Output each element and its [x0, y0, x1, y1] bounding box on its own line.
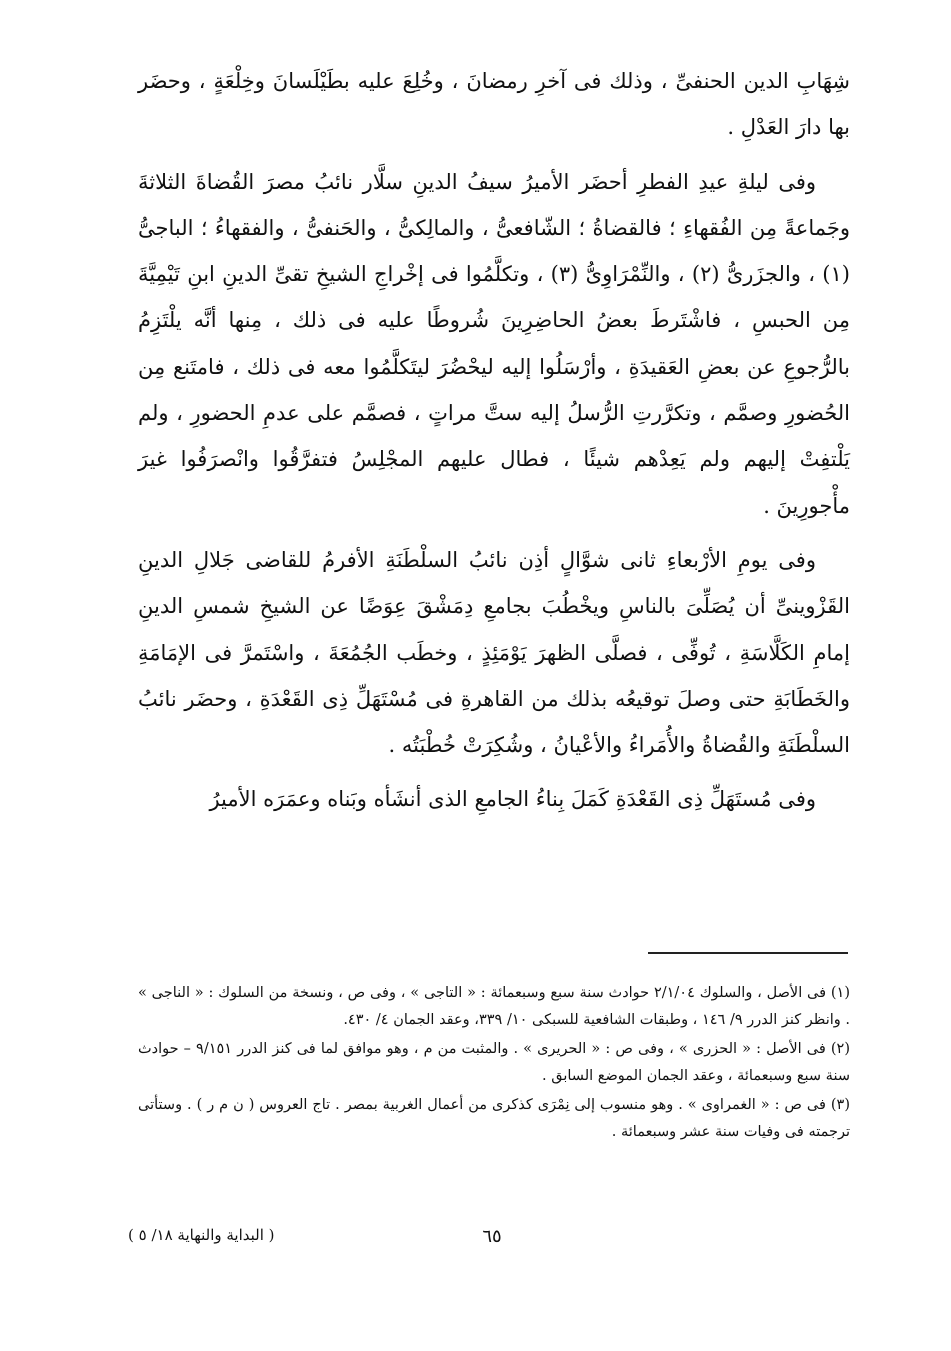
- signature-mark: ( البداية والنهاية ١٨/ ٥ ): [128, 1226, 275, 1244]
- main-text: [138, 58, 850, 831]
- page-number: ٦٥: [482, 1226, 502, 1247]
- paragraph: شِهَابِ الدين الحنفىِّ ، وذلك فى آخرِ رمضانَ ، وخُلِعَ عليه بطَيْلَسانَ وخِلْعَةٍ ، وحضَر بها دارَ العَدْلِ .: [138, 69, 850, 140]
- footnote: (٣) فى ص : « الغمراوى » . وهو منسوب إلى نِمْرَى كذكرى من أعمال الغربية بمصر . تاج العروس ( ن م ر ) . وستأتى ترجمته فى وفيات سنة عشر وسبعمائة .: [138, 1097, 850, 1140]
- paragraph: وفى يومِ الأرْبعاءِ ثانى شوَّالٍ أذِن نائبُ السلْطَنَةِ الأفرمُ للقاضى جَلالِ الدينِ القَزْوينىِّ أن يُصَلِّىَ بالناسِ ويخْطُبَ بجامعِ دِمَشْقَ عِوَضًا عن الشيخِ شمسِ الدينِ إمامِ الكَلَّاسَةِ ، تُوفِّى ، فصلَّى الظهرَ يَوْمَئِذٍ ، وخطَب الجُمُعَةَ ، واسْتَمرَّ فى الإمَامَةِ والخَطَابَةِ حتى وصلَ توقيعُه بذلك من القاهرةِ فى مُسْتَهَلِّ ذِى القَعْدَةِ ، وحضَر نائبُ السلْطَنَةِ والقُضاةُ والأُمَراءُ والأعْيانُ ، وشُكِرَتْ خُطْبَتُه .: [138, 547, 850, 758]
- paragraph: وفى مُستَهَلِّ ذِى القَعْدَةِ كَمَلَ بِناءُ الجامعِ الذى أنشَأه وبَناه وعمَرَه الأميرُ: [209, 787, 816, 812]
- footnote: (١) فى الأصل ، والسلوك ٢/١/٠٤ حوادث سنة سبع وسبعمائة : « التاجى » ، وفى ص ، ونسخة من السلوك : « الناجى » . وانظر كنز الدرر ٩/ ١٤٦ ، وطبقات الشافعية للسبكى ١٠/ ٣٣٩، وعقد الجمان ٤/ ٤٣٠.: [138, 985, 850, 1028]
- page-footer: [0, 1226, 951, 1256]
- footnotes: [138, 980, 850, 1148]
- footnote: (٢) فى الأصل : « الحزرى » ، وفى ص : « الحريرى » . والمثبت من م ، وهو موافق لما فى كنز الدرر ٩/١٥١ – حوادث سنة سبع وسبعمائة ، وعقد الجمان الموضع السابق .: [138, 1041, 851, 1084]
- footnote-separator: [648, 952, 848, 954]
- paragraph: وفى ليلةِ عيدِ الفطرِ أحضَر الأميرُ سيفُ الدينِ سلَّار نائبُ مصرَ القُضاةَ الثلاثةَ وجَماعةً مِن الفُقهاءِ ؛ فالقضاةُ ؛ الشّافعىُّ ، والمالِكىُّ ، والحَنفىُّ ، والفقهاءُ ؛ الباجىُّ (١) ، والجزَرىُّ (٢) ، والنِّمْرَاوِىُّ (٣) ، وتكلَّمُوا فى إخْراجِ الشيخِ تقىِّ الدينِ ابنِ تَيْمِيَّةَ مِن الحبسِ ، فاشْتَرطَ بعضُ الحاضِرِينَ شُروطًا عليه فى ذلك ، مِنها أنَّه يلْتَزِمُ بالرُّجوعِ عن بعضِ العَقيدَةِ ، وأرْسَلُوا إليه ليحْضُرَ ليتَكلَّمُوا معه فى ذلك ، فامتَنع مِن الحُضورِ وصمَّم ، وتكرَّرتِ الرُّسلُ إليه ستَّ مراتٍ ، فصمَّم على عدمِ الحضورِ ، ولم يَلْتفِتْ إليهم ولم يَعِدْهم شيئًا ، فطال عليهم المجْلِسُ فتفرَّقُوا وانْصرَفُوا غيرَ مأْجورِينَ .: [138, 169, 850, 518]
